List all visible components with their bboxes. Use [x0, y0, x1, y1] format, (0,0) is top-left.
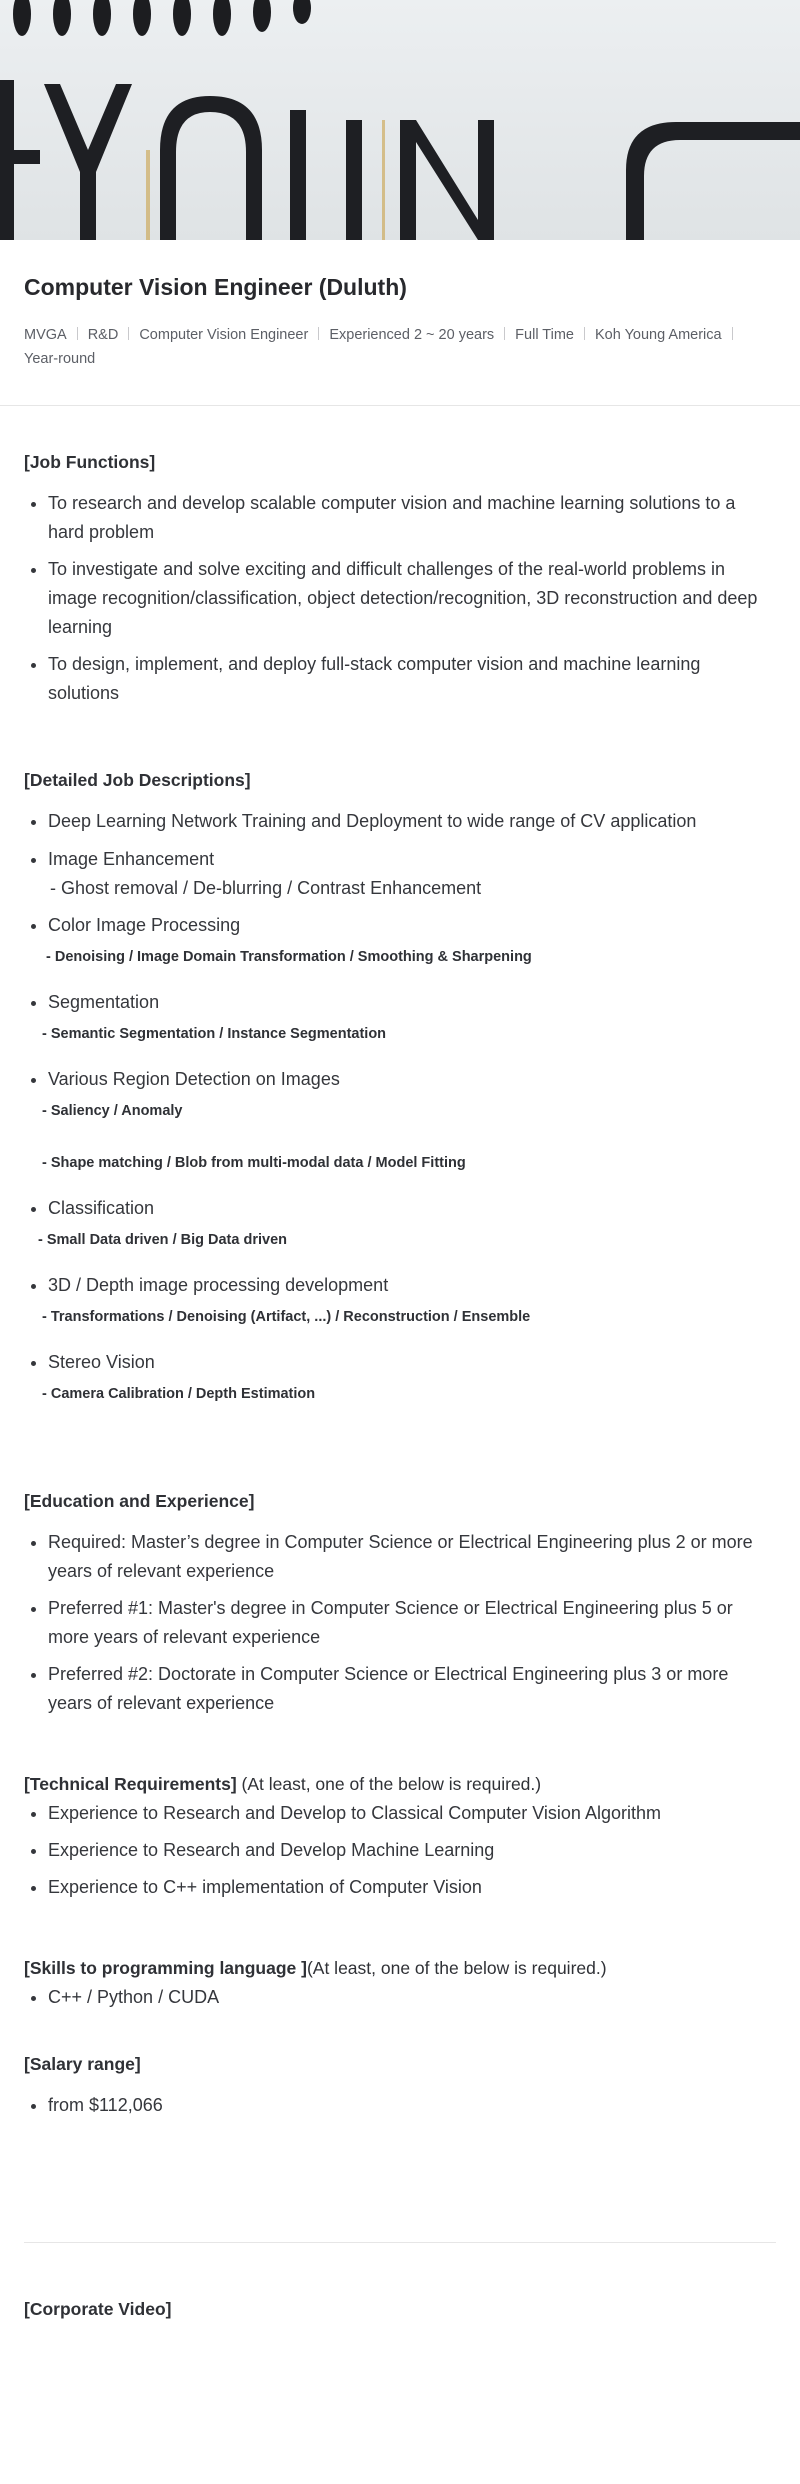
- detailed-descriptions-list: [24, 1271, 776, 1300]
- sub-item: - Camera Calibration / Depth Estimation: [42, 1386, 316, 1402]
- skills-list: [24, 1983, 776, 2012]
- salary-list: [24, 2091, 776, 2120]
- education-list: [24, 1528, 776, 1718]
- section-title-detailed-descriptions: [Detailed Job Descriptions]: [24, 770, 251, 790]
- detailed-descriptions-list: [24, 1065, 776, 1094]
- sub-item: - Small Data driven / Big Data driven: [38, 1232, 287, 1248]
- list-item: • Preferred #2: Doctorate in Computer Science or Electrical Engineering plus 3 or more years of relevant experience: [48, 1660, 776, 1718]
- sub-item: - Denoising / Image Domain Transformation / Smoothing & Sharpening: [46, 949, 532, 965]
- meta-separator: [504, 327, 505, 340]
- list-item: • To design, implement, and deploy full-stack computer vision and machine learning solutions: [48, 650, 776, 708]
- list-item: • Segmentation: [48, 988, 776, 1017]
- meta-team: MVGA: [24, 327, 67, 343]
- job-meta: [24, 323, 776, 371]
- section-title-skills: [24, 1958, 776, 1979]
- section-title-job-functions: [Job Functions]: [24, 452, 156, 472]
- meta-separator: [77, 327, 78, 340]
- list-item: • Experience to Research and Develop Machine Learning: [48, 1836, 776, 1865]
- meta-separator: [128, 327, 129, 340]
- technical-title-text: [Technical Requirements]: [24, 1774, 237, 1794]
- detailed-descriptions-list: [24, 807, 776, 874]
- corporate-video-section: [0, 2243, 800, 2320]
- list-item: • To investigate and solve exciting and difficult challenges of the real-world problems in image recognition/classification, object detection/recognition, 3D reconstruction and deep learning: [48, 555, 776, 642]
- list-item: • Experience to C++ implementation of Computer Vision: [48, 1873, 776, 1902]
- list-item: • Deep Learning Network Training and Deployment to wide range of CV application: [48, 807, 776, 836]
- detailed-descriptions-list: [24, 1348, 776, 1377]
- sub-item: - Ghost removal / De-blurring / Contrast Enhancement: [50, 878, 482, 898]
- section-title-salary: [Salary range]: [24, 2054, 141, 2074]
- list-item: • Preferred #1: Master's degree in Computer Science or Electrical Engineering plus 5 or more years of relevant experience: [48, 1594, 776, 1652]
- section-title-education: [Education and Experience]: [24, 1491, 255, 1511]
- meta-employment-type: Full Time: [515, 327, 574, 343]
- skills-note: (At least, one of the below is required.): [306, 1958, 607, 1978]
- section-title-technical: [24, 1774, 776, 1795]
- detailed-descriptions-list: [24, 911, 776, 940]
- detailed-descriptions-list: [24, 988, 776, 1017]
- section-title-corporate-video: [Corporate Video]: [24, 2299, 172, 2319]
- list-item: • Various Region Detection on Images: [48, 1065, 776, 1094]
- list-item: • Stereo Vision: [48, 1348, 776, 1377]
- meta-separator: [732, 327, 733, 340]
- job-title: Computer Vision Engineer (Duluth): [24, 274, 407, 300]
- job-header: [0, 240, 800, 406]
- technical-note: (At least, one of the below is required.): [236, 1774, 542, 1794]
- job-description: [0, 406, 800, 2120]
- detailed-descriptions-list: [24, 1194, 776, 1223]
- list-item: • Image Enhancement: [48, 845, 776, 874]
- list-item: • Color Image Processing: [48, 911, 776, 940]
- list-item: • Required: Master’s degree in Computer Science or Electrical Engineering plus 2 or more years of relevant experience: [48, 1528, 776, 1586]
- skills-title-text: [Skills to programming language ]: [24, 1958, 307, 1978]
- meta-department: R&D: [87, 327, 119, 343]
- sub-item: - Shape matching / Blob from multi-modal data / Model Fitting: [42, 1155, 466, 1171]
- meta-company: Koh Young America: [595, 327, 722, 343]
- sub-item: - Semantic Segmentation / Instance Segmentation: [42, 1026, 387, 1042]
- sub-item: - Saliency / Anomaly: [42, 1103, 183, 1119]
- meta-separator: [318, 327, 319, 340]
- meta-separator: [584, 327, 585, 340]
- hero-signage-graphic: [0, 0, 800, 240]
- meta-experience: Experienced 2 ~ 20 years: [329, 327, 495, 343]
- meta-period: Year-round: [24, 351, 96, 367]
- sub-item: - Transformations / Denoising (Artifact, ...) / Reconstruction / Ensemble: [42, 1309, 531, 1325]
- list-item: • 3D / Depth image processing development: [48, 1271, 776, 1300]
- meta-position: Computer Vision Engineer: [139, 327, 309, 343]
- job-functions-list: [24, 489, 776, 708]
- list-item: • C++ / Python / CUDA: [48, 1983, 776, 2012]
- list-item: • To research and develop scalable computer vision and machine learning solutions to a hard problem: [48, 489, 776, 547]
- technical-list: [24, 1799, 776, 1902]
- hero-image: [0, 0, 800, 240]
- list-item: • from $112,066: [48, 2091, 776, 2120]
- list-item: • Experience to Research and Develop to Classical Computer Vision Algorithm: [48, 1799, 776, 1828]
- list-item: • Classification: [48, 1194, 776, 1223]
